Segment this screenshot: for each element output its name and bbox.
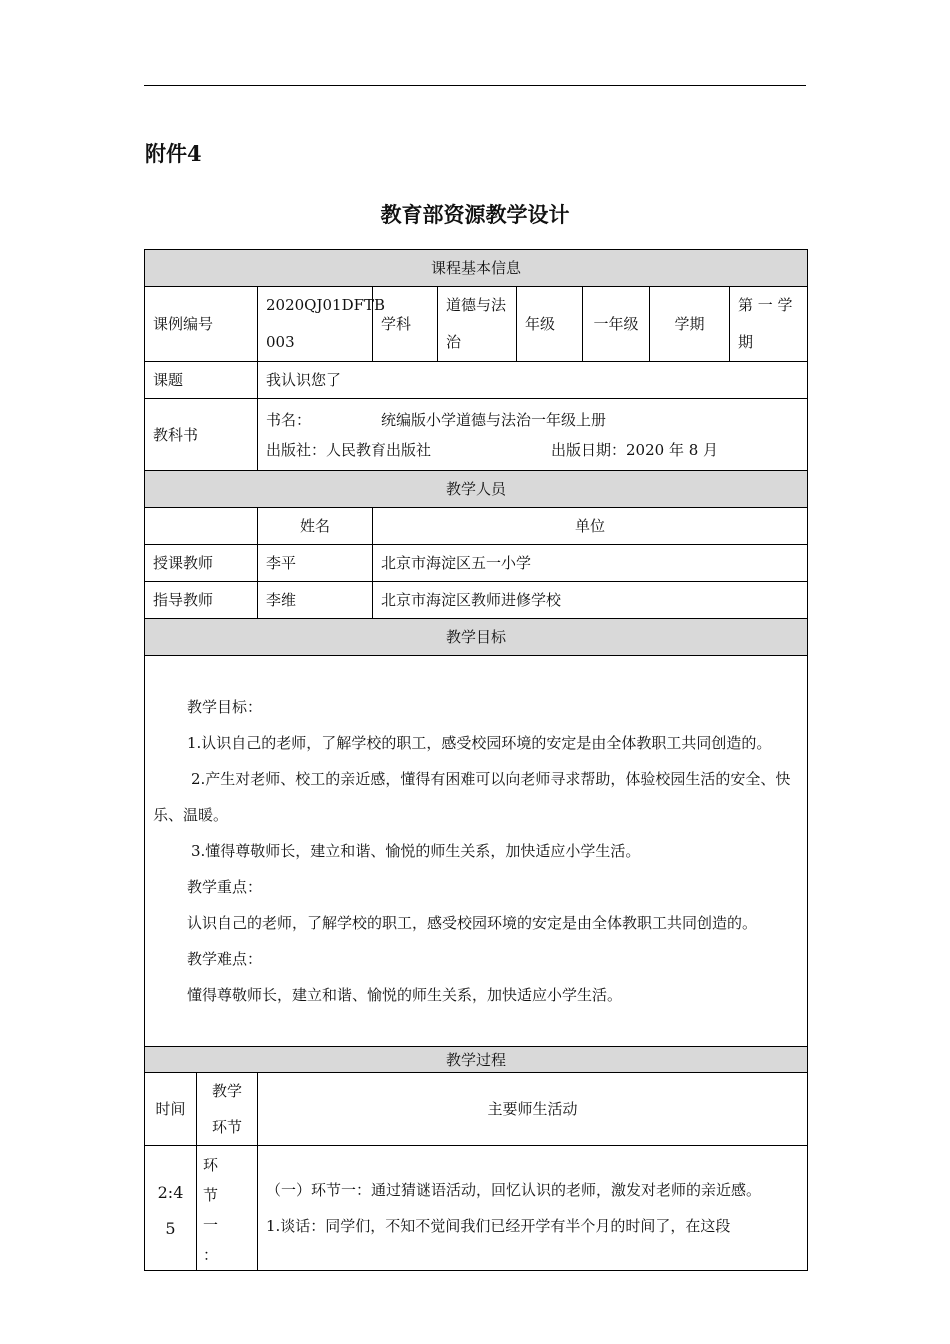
section-basic-info: 课程基本信息 — [145, 250, 808, 287]
term-label: 学期 — [650, 287, 730, 362]
grade-value: 一年级 — [583, 287, 650, 362]
staff-name: 李平 — [258, 545, 373, 582]
subject-value: 道德与法 治 — [438, 287, 517, 362]
textbook-label: 教科书 — [145, 399, 258, 471]
table-row — [145, 582, 808, 619]
grade-label: 年级 — [517, 287, 583, 362]
staff-name: 李维 — [258, 582, 373, 619]
difficulty-heading: 教学难点： — [187, 950, 263, 968]
objective-3: 3.懂得尊敬师长，建立和谐、愉悦的师生关系，加快适应小学生活。 — [191, 842, 641, 860]
key-point-heading: 教学重点： — [187, 878, 263, 896]
staff-unit: 北京市海淀区教师进修学校 — [373, 582, 808, 619]
table-row — [145, 1146, 808, 1271]
header-rule — [144, 85, 806, 86]
topic-label: 课题 — [145, 362, 258, 399]
objective-2: 2.产生对老师、校工的亲近感，懂得有困难可以向老师寻求帮助，体验校园生活的安全、快乐、温暖。 — [153, 770, 791, 824]
key-point-text: 认识自己的老师，了解学校的职工，感受校园环境的安定是由全体教职工共同创造的。 — [187, 914, 758, 932]
section-staff: 教学人员 — [145, 471, 808, 508]
table-row — [145, 545, 808, 582]
objective-1: 1.认识自己的老师，了解学校的职工，感受校园环境的安定是由全体教职工共同创造的。 — [187, 734, 772, 752]
activity-step-1: 1.谈话：同学们，不知不觉间我们已经开学有半个月的时间了，在这段 — [266, 1217, 731, 1235]
objective-heading: 教学目标： — [187, 698, 263, 716]
staff-unit-header: 单位 — [373, 508, 808, 545]
subject-label: 学科 — [373, 287, 438, 362]
section-process: 教学过程 — [145, 1047, 808, 1073]
activity-intro: （一）环节一：通过猜谜语活动，回忆认识的老师，激发对老师的亲近感。 — [266, 1181, 762, 1199]
document-title: 教育部资源教学设计 — [380, 202, 570, 227]
textbook-details — [258, 399, 808, 471]
objectives-body — [145, 656, 808, 1047]
topic-value: 我认识您了 — [258, 362, 808, 399]
staff-role: 授课教师 — [145, 545, 258, 582]
time-header: 时间 — [145, 1073, 197, 1146]
stage-time: 2:4 5 — [145, 1146, 197, 1271]
stage-name: 环 节 一 ： — [197, 1146, 258, 1271]
stage-activity — [258, 1146, 808, 1271]
term-value: 第 一 学 期 — [730, 287, 808, 362]
activity-header: 主要师生活动 — [258, 1073, 808, 1146]
case-number-value: 2020QJ01DFTB 003 — [258, 287, 373, 362]
book-name-label: 书名： — [266, 410, 312, 429]
section-objectives: 教学目标 — [145, 619, 808, 656]
staff-role-header — [145, 508, 258, 545]
staff-name-header: 姓名 — [258, 508, 373, 545]
book-name-value: 统编版小学道德与法治一年级上册 — [381, 410, 607, 429]
stage-header: 教学 环节 — [197, 1073, 258, 1146]
lesson-design-table — [144, 249, 808, 1271]
staff-unit: 北京市海淀区五一小学 — [373, 545, 808, 582]
case-number-label: 课例编号 — [145, 287, 258, 362]
staff-role: 指导教师 — [145, 582, 258, 619]
difficulty-text: 懂得尊敬师长，建立和谐、愉悦的师生关系，加快适应小学生活。 — [187, 986, 623, 1004]
publish-date: 出版日期：2020 年 8 月 — [551, 440, 719, 459]
publisher: 出版社：人民教育出版社 — [266, 440, 432, 459]
attachment-label: 附件4 — [145, 141, 202, 166]
